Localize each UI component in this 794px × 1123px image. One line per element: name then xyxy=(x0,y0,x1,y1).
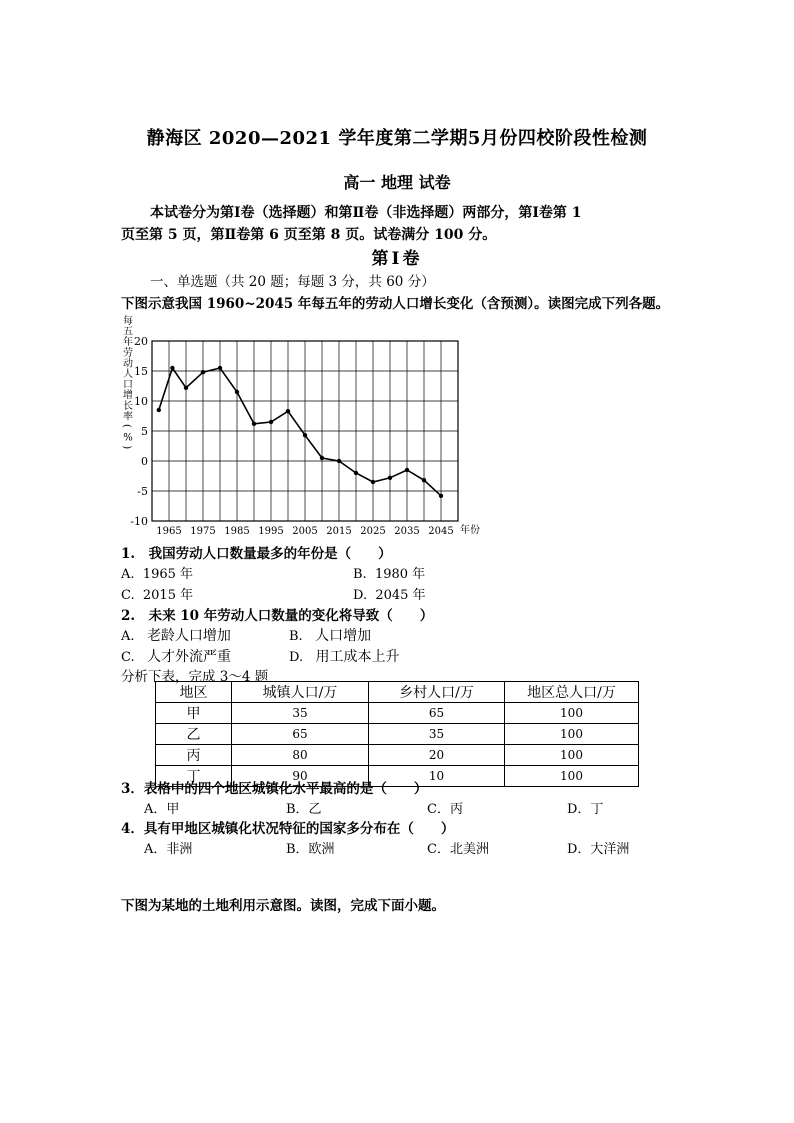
q1-stem: 1. 我国劳动人口数量最多的年份是（ ） xyxy=(121,546,392,562)
x-tick-label: 1995 xyxy=(258,526,284,534)
data-point xyxy=(303,433,307,437)
q1-option-b[interactable]: B. 1980 年 xyxy=(353,567,426,582)
x-tick-label: 1965 xyxy=(156,526,182,534)
chart-intro: 下图示意我国 1960~2045 年每五年的劳动人口增长变化（含预测）。读图完成下列各题。 xyxy=(121,296,670,312)
table-row: 甲 35 65 100 xyxy=(156,703,639,724)
q4-option-b[interactable]: B．欧洲 xyxy=(286,842,335,857)
data-point xyxy=(201,370,205,374)
data-point xyxy=(371,480,375,484)
q4-stem: 4．具有甲地区城镇化状况特征的国家多分布在（ ） xyxy=(121,821,455,837)
data-point xyxy=(337,459,341,463)
col-header-total: 地区总人口/万 xyxy=(505,682,639,703)
q4-option-c[interactable]: C．北美洲 xyxy=(427,842,489,857)
q2-option-b[interactable]: B. 人口增加 xyxy=(289,628,372,644)
y-tick-label: -5 xyxy=(137,485,148,498)
data-point xyxy=(269,420,273,424)
table-row: 乙 65 35 100 xyxy=(156,724,639,745)
q3-stem: 3．表格中的四个地区城镇化水平最高的是（ ） xyxy=(121,781,428,797)
table-row: 丙 80 20 100 xyxy=(156,745,639,766)
y-axis-label-char: 年 xyxy=(123,337,133,349)
data-point xyxy=(388,476,392,480)
y-axis-label-char: ( xyxy=(121,424,132,428)
q3-option-a[interactable]: A．甲 xyxy=(144,802,180,817)
data-point xyxy=(405,468,409,472)
y-axis-label-char: 人 xyxy=(123,369,133,380)
series-line xyxy=(157,366,444,498)
y-axis-label-char: 率 xyxy=(123,411,133,423)
y-axis-label-char: 五 xyxy=(123,326,133,338)
y-axis-label-char: 口 xyxy=(123,379,133,391)
section-heading: 第Ⅰ卷 xyxy=(371,249,423,269)
labor-growth-chart xyxy=(112,312,512,534)
y-axis-label-char: 劳 xyxy=(123,347,133,359)
data-point xyxy=(218,366,222,370)
data-point xyxy=(157,408,161,412)
q3-option-c[interactable]: C．丙 xyxy=(427,802,463,817)
data-point xyxy=(170,366,174,370)
y-axis-label-char: ) xyxy=(121,445,132,450)
x-axis-label: 年份 xyxy=(460,525,480,534)
data-point xyxy=(184,386,188,390)
chart-grid xyxy=(152,341,458,521)
q2-option-c[interactable]: C. 人才外流严重 xyxy=(121,649,232,665)
table-header-row xyxy=(156,682,639,703)
series-polyline xyxy=(159,368,441,496)
data-point xyxy=(286,409,290,413)
col-header-rural: 乡村人口/万 xyxy=(369,682,505,703)
q2-option-a[interactable]: A. 老龄人口增加 xyxy=(121,628,231,644)
y-axis-label-char: 长 xyxy=(123,400,133,412)
y-axis-label-char: 动 xyxy=(123,358,133,370)
intro-line-2: 页至第 5 页，第Ⅱ卷第 6 页至第 8 页。试卷满分 100 分。 xyxy=(121,227,497,243)
map-intro: 下图为某地的土地利用示意图。读图，完成下面小题。 xyxy=(121,898,445,914)
q2-stem: 2. 未来 10 年劳动人口数量的变化将导致（ ） xyxy=(121,608,434,624)
exam-subtitle: 高一 地理 试卷 xyxy=(343,173,451,192)
data-point xyxy=(422,478,426,482)
y-tick-label: 20 xyxy=(134,335,148,348)
y-axis-label-char: 每 xyxy=(123,316,133,327)
data-point xyxy=(320,456,324,460)
data-point xyxy=(354,471,358,475)
y-axis-label-char: % xyxy=(123,432,133,444)
y-tick-label: 15 xyxy=(134,365,148,378)
col-header-urban: 城镇人口/万 xyxy=(232,682,369,703)
x-tick-label: 2005 xyxy=(292,526,318,534)
table-intro: 分析下表，完成 3～4 题 xyxy=(121,669,269,685)
x-tick-label: 2045 xyxy=(428,526,454,534)
x-tick-labels xyxy=(156,523,480,534)
x-tick-label: 2015 xyxy=(326,526,352,534)
intro-line-1: 本试卷分为第Ⅰ卷（选择题）和第Ⅱ卷（非选择题）两部分，第Ⅰ卷第 1 xyxy=(150,205,582,221)
table-row: 丁 90 10 100 xyxy=(156,766,639,787)
data-point xyxy=(235,390,239,394)
q4-option-d[interactable]: D．大洋洲 xyxy=(567,842,630,857)
q3-option-d[interactable]: D．丁 xyxy=(567,802,604,817)
x-tick-label: 2025 xyxy=(360,526,386,534)
q1-option-c[interactable]: C. 2015 年 xyxy=(121,588,194,603)
q1-option-a[interactable]: A. 1965 年 xyxy=(121,567,194,582)
page-title: 静海区 2020—2021 学年度第二学期5月份四校阶段性检测 xyxy=(146,128,648,149)
q1-option-d[interactable]: D. 2045 年 xyxy=(353,588,426,603)
q4-option-a[interactable]: A．非洲 xyxy=(144,842,193,857)
y-tick-label: 5 xyxy=(141,425,148,438)
y-tick-label: 0 xyxy=(141,455,148,468)
q2-option-d[interactable]: D. 用工成本上升 xyxy=(289,649,400,665)
x-tick-label: 2035 xyxy=(394,526,420,534)
data-point xyxy=(439,494,443,498)
y-axis-label-char: 增 xyxy=(123,390,133,402)
y-tick-label: -10 xyxy=(130,515,148,528)
q3-option-b[interactable]: B．乙 xyxy=(286,802,322,817)
x-tick-label: 1985 xyxy=(224,526,250,534)
col-header-region: 地区 xyxy=(156,682,232,703)
data-point xyxy=(252,422,256,426)
y-tick-label: 10 xyxy=(134,395,148,408)
y-axis-label xyxy=(121,314,133,449)
population-table xyxy=(155,681,639,787)
x-tick-label: 1975 xyxy=(190,526,216,534)
part-heading: 一、单选题（共 20 题；每题 3 分，共 60 分） xyxy=(150,274,435,290)
